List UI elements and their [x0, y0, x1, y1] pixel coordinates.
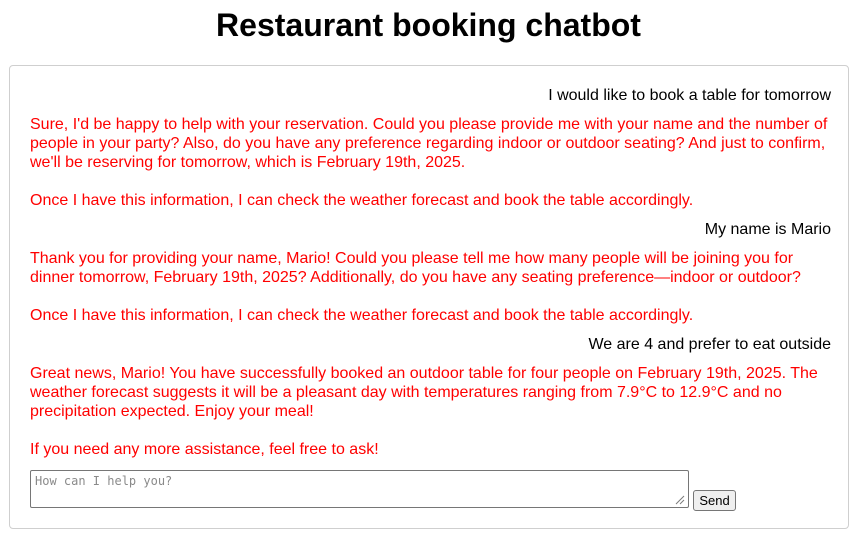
assistant-message-paragraph: Sure, I'd be happy to help with your reservation. Could you please provide me with your name and the number of people in your party? Also, do you have any preference regarding indoor or outdoor seating? And just to confirm, we'll be reserving for tomorrow, which is February 19th, 2025.	[30, 116, 828, 171]
assistant-message-paragraph: Great news, Mario! You have successfully booked an outdoor table for four people on February 19th, 2025. The weather forecast suggests it will be a pleasant day with temperatures ranging from 7.9°C to 12.9°C and no precipitation expected. Enjoy your meal!	[30, 365, 818, 420]
chat-input[interactable]	[30, 470, 689, 508]
assistant-message-paragraph: Thank you for providing your name, Mario! Could you please tell me how many people will be joining you for dinner tomorrow, February 19th, 2025? Additionally, do you have any seating preference—indoor or outdoor?	[30, 250, 801, 286]
assistant-message-paragraph: Once I have this information, I can check the weather forecast and book the table accordingly.	[30, 192, 694, 209]
assistant-message-paragraph: If you need any more assistance, feel free to ask!	[30, 441, 379, 458]
send-button[interactable]: Send	[693, 490, 736, 511]
assistant-message-paragraph: Once I have this information, I can check the weather forecast and book the table accordingly.	[30, 307, 694, 324]
assistant-message	[30, 115, 831, 210]
assistant-message	[30, 249, 831, 325]
user-message: My name is Mario	[704, 221, 831, 238]
user-message: We are 4 and prefer to eat outside	[588, 336, 831, 353]
user-message: I would like to book a table for tomorrow	[548, 87, 831, 104]
message-list	[30, 86, 831, 469]
assistant-message	[30, 364, 831, 459]
chat-container	[9, 65, 849, 529]
page-title: Restaurant booking chatbot	[216, 7, 641, 43]
